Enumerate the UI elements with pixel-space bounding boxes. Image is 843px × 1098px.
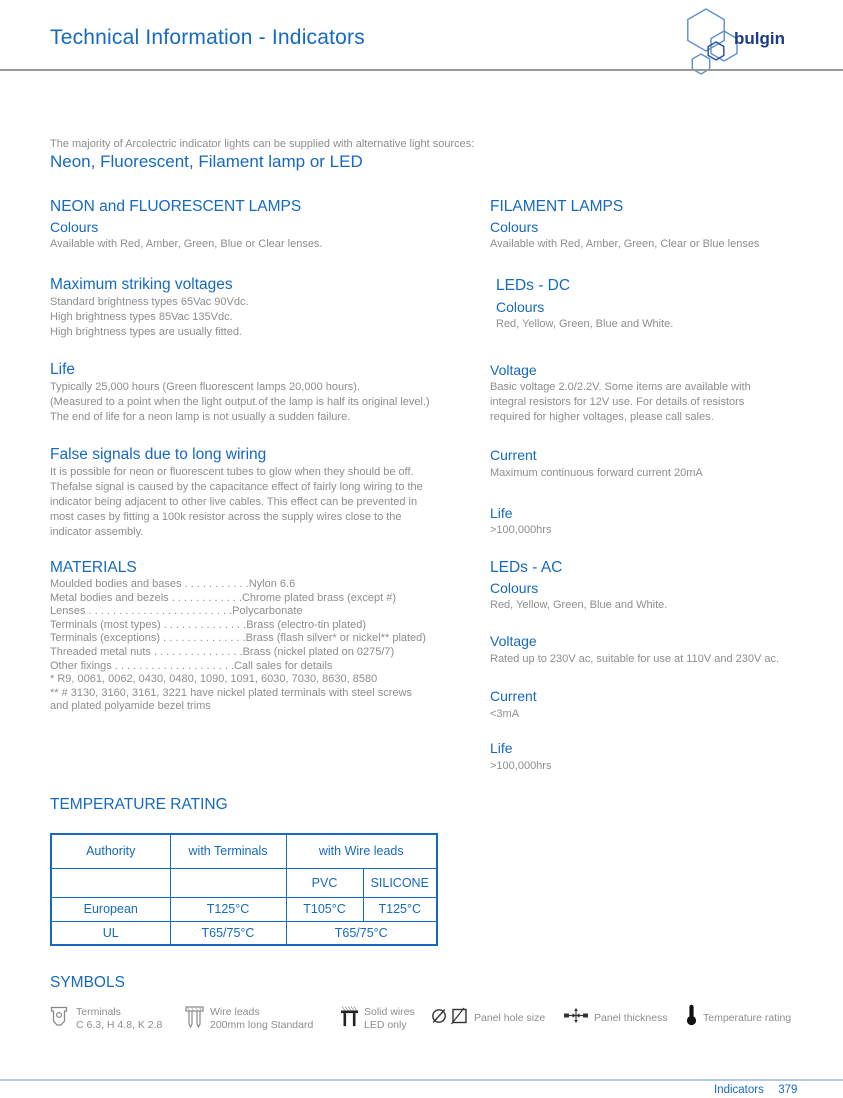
cell-ul: UL bbox=[51, 921, 170, 945]
symbol-sublabel: 200mm long Standard bbox=[210, 1019, 314, 1031]
footer-page-label bbox=[714, 1084, 797, 1096]
text-line: High brightness types 85Vac 135Vdc. bbox=[50, 311, 233, 323]
filament-colours-text: Available with Red, Amber, Green, Clear or Blue lenses bbox=[490, 238, 760, 250]
striking-voltages-title: Maximum striking voltages bbox=[50, 276, 233, 293]
cell-ul-wire-leads: T65/75°C bbox=[286, 921, 437, 945]
text-line: Lenses . . . . . . . . . . . . . . . . . . . . . . . .Polycarbonate bbox=[50, 605, 303, 618]
symbol-label: Solid wires bbox=[364, 1006, 415, 1018]
text-line: Metal bodies and bezels . . . . . . . . . . . .Chrome plated brass (except #) bbox=[50, 591, 397, 604]
text-line: (Measured to a point when the light output of the lamp is half its original level.) bbox=[50, 396, 430, 408]
text-line: Terminals (most types) . . . . . . . . . . . . . .Brass (electro-tin plated) bbox=[50, 618, 367, 631]
leds-dc-colours-title: Colours bbox=[496, 299, 545, 315]
empty-cell bbox=[51, 868, 170, 897]
voltage-ac-text: Rated up to 230V ac, suitable for use at 110V and 230V ac. bbox=[490, 653, 780, 665]
symbol-item bbox=[76, 1006, 162, 1032]
text-line: Standard brightness types 65Vac 90Vdc. bbox=[50, 296, 249, 308]
life-ac-text: >100,000hrs bbox=[490, 760, 552, 772]
striking-voltages-text bbox=[50, 295, 249, 340]
header-divider bbox=[0, 69, 843, 71]
false-signals-title: False signals due to long wiring bbox=[50, 446, 267, 463]
life-neon-title: Life bbox=[50, 361, 75, 378]
empty-cell bbox=[170, 868, 286, 897]
table-row bbox=[51, 921, 437, 945]
text-line: Basic voltage 2.0/2.2V. Some items are available with bbox=[490, 381, 751, 393]
voltage-dc-text bbox=[490, 380, 751, 425]
voltage-ac-title: Voltage bbox=[490, 633, 537, 649]
subheader-silicone: SILICONE bbox=[363, 868, 437, 897]
cell-ul-terminals: T65/75°C bbox=[170, 921, 286, 945]
filament-colours-title: Colours bbox=[490, 219, 539, 235]
symbol-label: Wire leads bbox=[210, 1006, 260, 1018]
intro-lead: The majority of Arcolectric indicator lights can be supplied with alternative light sources: bbox=[50, 138, 475, 150]
page-title: Technical Information - Indicators bbox=[50, 26, 365, 49]
materials-title: MATERIALS bbox=[50, 559, 137, 576]
text-line: Terminals (exceptions) . . . . . . . . . . . . . .Brass (flash silver* or nickel** plated) bbox=[50, 632, 426, 645]
symbol-label: Panel thickness bbox=[594, 1012, 668, 1024]
leds-dc-title: LEDs - DC bbox=[496, 277, 571, 294]
current-ac-title: Current bbox=[490, 688, 537, 704]
temperature-rating-title: TEMPERATURE RATING bbox=[50, 796, 228, 813]
neon-colours-text: Available with Red, Amber, Green, Blue or Clear lenses. bbox=[50, 238, 323, 250]
intro-headline: Neon, Fluorescent, Filament lamp or LED bbox=[50, 152, 363, 171]
cell-european-terminals: T125°C bbox=[170, 897, 286, 921]
false-signals-text bbox=[50, 465, 423, 540]
text-line: The end of life for a neon lamp is not usually a sudden failure. bbox=[50, 411, 351, 423]
wire-leads-icon bbox=[185, 1006, 204, 1032]
symbols-title: SYMBOLS bbox=[50, 974, 125, 991]
materials-list bbox=[50, 578, 426, 714]
text-line: ** # 3130, 3160, 3161, 3221 have nickel plated terminals with steel screws bbox=[50, 686, 412, 699]
footer-divider bbox=[0, 1079, 843, 1081]
current-dc-title: Current bbox=[490, 447, 537, 463]
neon-fluorescent-title: NEON and FLUORESCENT LAMPS bbox=[50, 198, 302, 215]
neon-colours-title: Colours bbox=[50, 219, 99, 235]
text-line: Typically 25,000 hours (Green fluorescent lamps 20,000 hours). bbox=[50, 381, 360, 393]
leds-ac-title: LEDs - AC bbox=[490, 559, 563, 576]
current-ac-text: <3mA bbox=[490, 708, 520, 720]
text-line: most cases by fitting a 100k resistor across the supply wires close to the bbox=[50, 511, 402, 523]
temperature-rating-icon bbox=[686, 1004, 697, 1026]
text-line: * R9, 0061, 0062, 0430, 0480, 1090, 1091, 6030, 7030, 8630, 8580 bbox=[50, 673, 378, 686]
symbol-sublabel: C 6.3, H 4.8, K 2.8 bbox=[76, 1019, 163, 1031]
filament-title: FILAMENT LAMPS bbox=[490, 198, 624, 215]
col-header-authority: Authority bbox=[51, 834, 170, 868]
symbol-sublabel: LED only bbox=[364, 1019, 407, 1031]
text-line: Threaded metal nuts . . . . . . . . . . . . . . .Brass (nickel plated on 0275/7) bbox=[50, 645, 395, 658]
leds-ac-colours-text: Red, Yellow, Green, Blue and White. bbox=[490, 599, 668, 611]
symbol-item bbox=[364, 1006, 415, 1032]
col-header-with-wire-leads: with Wire leads bbox=[286, 834, 437, 868]
cell-european-silicone: T125°C bbox=[363, 897, 437, 921]
col-header-with-terminals: with Terminals bbox=[170, 834, 286, 868]
leds-dc-colours-text: Red, Yellow, Green, Blue and White. bbox=[496, 318, 674, 330]
cell-european-pvc: T105°C bbox=[286, 897, 363, 921]
life-dc-title: Life bbox=[490, 505, 513, 521]
panel-hole-size-icon bbox=[431, 1007, 469, 1025]
text-line: required for higher voltages, please call sales. bbox=[490, 411, 714, 423]
text-line: indicator assembly. bbox=[50, 526, 144, 538]
table-row bbox=[51, 897, 437, 921]
text-line: High brightness types are usually fitted. bbox=[50, 326, 242, 338]
panel-thickness-icon bbox=[564, 1008, 588, 1023]
leds-ac-colours-title: Colours bbox=[490, 580, 539, 596]
text-line: and plated polyamide bezel trims bbox=[50, 700, 211, 713]
text-line: Thefalse signal is caused by the capacitance effect of fairly long wiring to the bbox=[50, 481, 423, 493]
current-dc-text: Maximum continuous forward current 20mA bbox=[490, 467, 703, 479]
voltage-dc-title: Voltage bbox=[490, 362, 537, 378]
footer-page-number: 379 bbox=[778, 1084, 798, 1096]
text-line: Other fixings . . . . . . . . . . . . . . . . . . . .Call sales for details bbox=[50, 659, 333, 672]
text-line: Moulded bodies and bases . . . . . . . . . . .Nylon 6.6 bbox=[50, 578, 296, 590]
subheader-pvc: PVC bbox=[286, 868, 363, 897]
symbol-item bbox=[210, 1006, 313, 1032]
symbol-label: Temperature rating bbox=[703, 1012, 792, 1024]
symbol-label: Terminals bbox=[76, 1006, 121, 1018]
footer-section-name: Indicators bbox=[714, 1084, 764, 1096]
life-dc-text: >100,000hrs bbox=[490, 524, 552, 536]
symbol-label: Panel hole size bbox=[474, 1012, 546, 1024]
solid-wires-icon bbox=[340, 1006, 359, 1032]
terminals-icon bbox=[50, 1006, 68, 1031]
temperature-rating-table bbox=[50, 833, 438, 946]
cell-european: European bbox=[51, 897, 170, 921]
life-ac-title: Life bbox=[490, 740, 513, 756]
text-line: indicator being adjacent to other live cables. This effect can be prevented in bbox=[50, 496, 418, 508]
text-line: It is possible for neon or fluorescent tubes to glow when they should be off. bbox=[50, 466, 414, 478]
life-neon-text bbox=[50, 380, 430, 425]
text-line: integral resistors for 12V use. For details of resistors bbox=[490, 396, 745, 408]
logo-text: bulgin bbox=[734, 29, 785, 48]
